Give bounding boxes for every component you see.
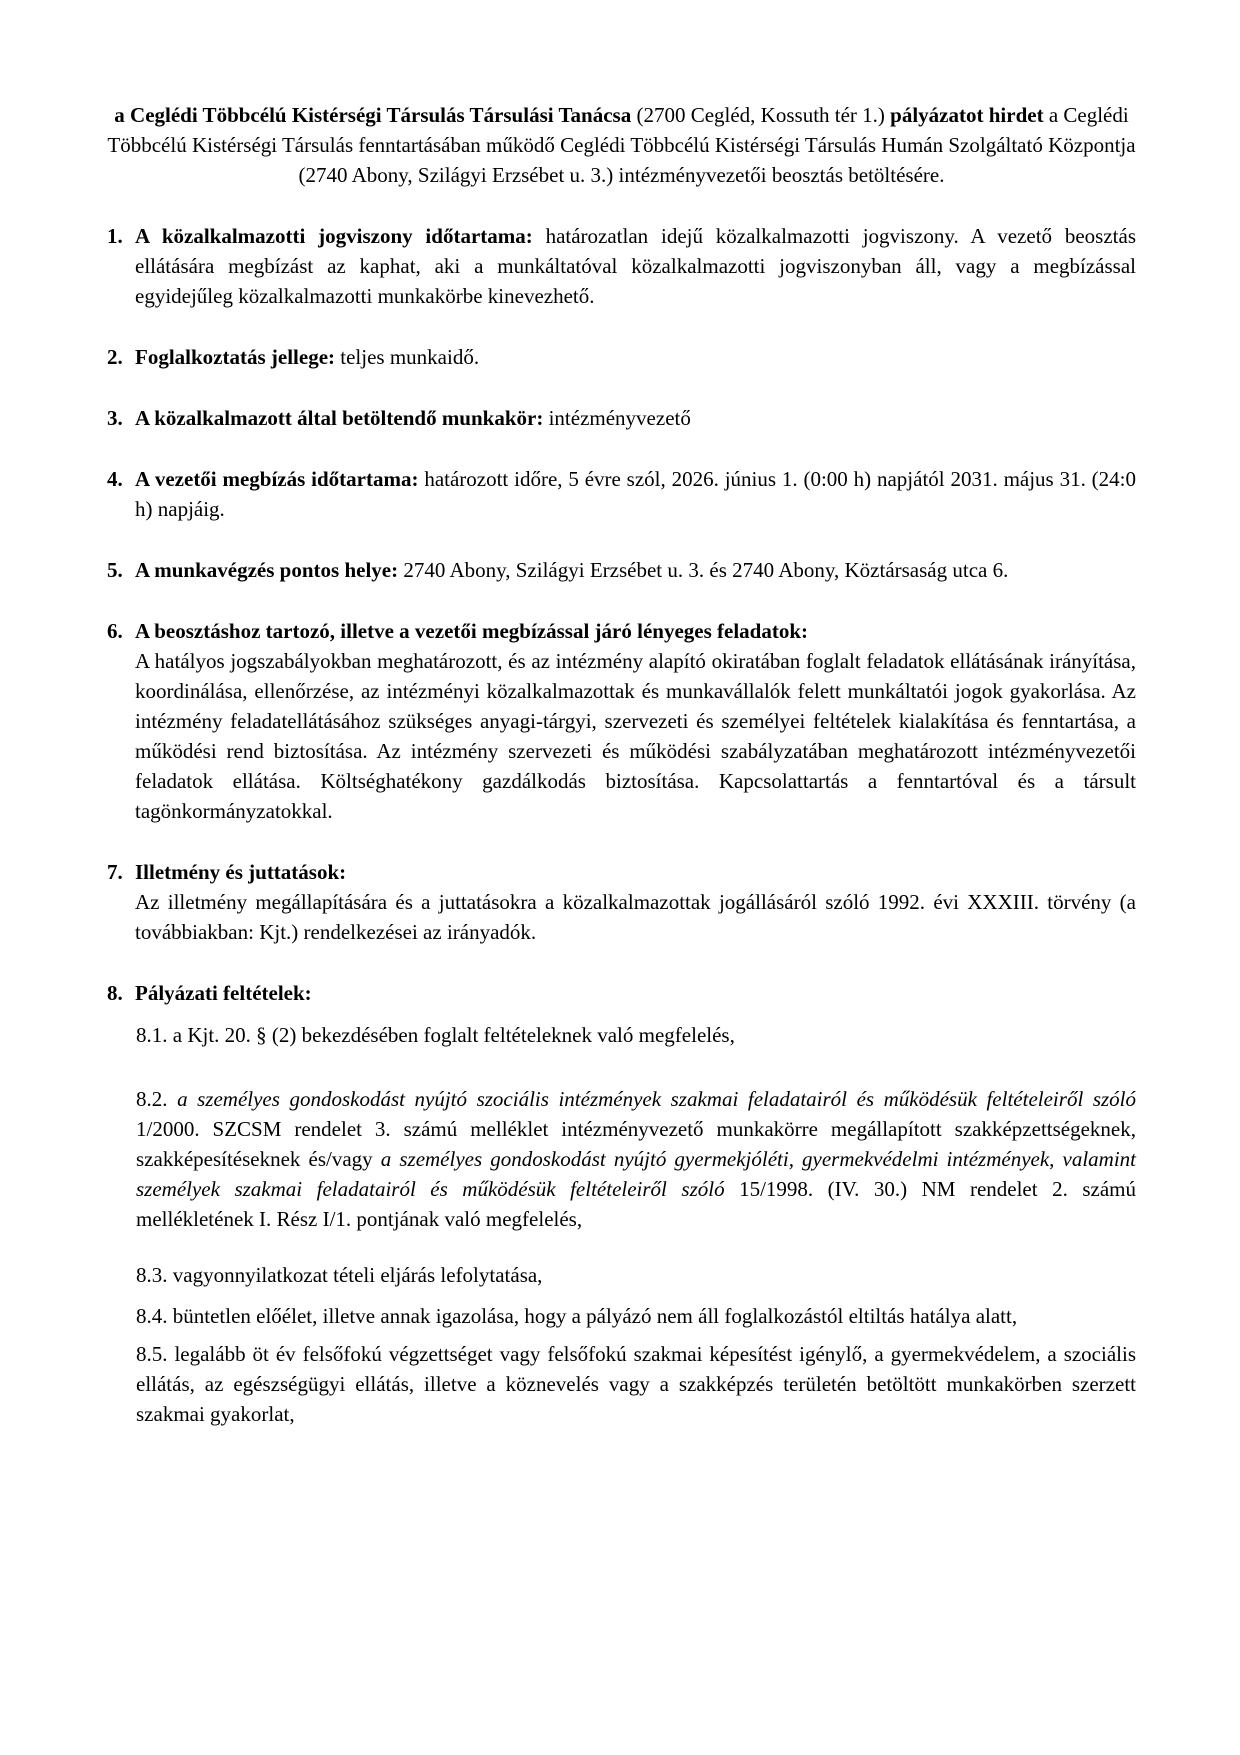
item-number-3: 3. (107, 406, 123, 430)
item-text-2 (135, 342, 1136, 372)
text-run: pályázatot hirdet (890, 103, 1044, 127)
text-run: A közalkalmazott által betöltendő munkakör: (135, 406, 544, 430)
item-text-5 (107, 555, 1136, 585)
text-run: határozatlan idejű közalkalmazotti jogviszony. A vezető beosztás ellátására megbízást az kaphat, aki a munkáltatóval közalkalmazotti jogviszonyban áll, vagy a megbízással egyidejűleg közalkalmazotti munkakörbe kinevezhető. (135, 224, 1136, 308)
text-run: a Ceglédi Többcélú Kistérségi Társulás fenntartásában működő Ceglédi Többcélú Kistérségi Társulás Humán Szolgáltató Központja (2740 Abony, Szilágyi Erzsébet u. 3.) intézményvezetői beosztás betöltésére. (107, 103, 1136, 187)
subitem-8-1 (136, 1020, 1136, 1050)
text-run: 1/2000. SZCSM rendelet 3. számú melléklet intézményvezető munkakörre megállapított szakképzettségeknek, szakképesítéseknek és/vagy (136, 1117, 1136, 1171)
item-number-8: 8. (107, 981, 123, 1005)
text-run: 8.5. legalább öt év felsőfokú végzettséget vagy felsőfokú szakmai képesítést igénylő, a gyermekvédelem, a szociális ellátás, az egészségügyi ellátás, illetve a köznevelés vagy a szakképzés területén betöltött munkakörben szerzett szakmai gyakorlat, (136, 1342, 1136, 1426)
item-heading-7 (135, 857, 1136, 887)
text-run: Foglalkoztatás jellege: (135, 345, 336, 369)
list-item-6 (107, 616, 1136, 826)
list-item-2 (107, 342, 1136, 372)
text-run: (2700 Cegléd, Kossuth tér 1.) (631, 103, 891, 127)
subitem-8-5 (136, 1339, 1136, 1429)
text-run: 8.1. a Kjt. 20. § (2) bekezdésében foglalt feltételeknek való megfelelés, (136, 1023, 735, 1047)
item-number-5: 5. (107, 558, 123, 582)
text-run: a Ceglédi Többcélú Kistérségi Társulás Társulási Tanácsa (114, 103, 632, 127)
item-heading-8 (135, 978, 1136, 1008)
item-body-6 (135, 646, 1136, 826)
list-item-7 (107, 857, 1136, 947)
text-run: 8.3. vagyonnyilatkozat tételi eljárás lefolytatása, (136, 1263, 543, 1287)
item-number-1: 1. (107, 224, 123, 248)
item-number-4: 4. (107, 467, 123, 491)
text-run: teljes munkaidő. (335, 345, 480, 369)
document-title (107, 100, 1136, 190)
text-run: Az illetmény megállapítására és a juttatásokra a közalkalmazottak jogállásáról szóló 1992. évi XXXIII. törvény (a továbbiakban: Kjt.) rendelkezései az irányadók. (135, 890, 1136, 944)
item-number-7: 7. (107, 860, 123, 884)
item-number-6: 6. (107, 619, 123, 643)
item-text-4 (135, 464, 1136, 524)
text-run: 8.4. büntetlen előélet, illetve annak igazolása, hogy a pályázó nem áll foglalkozástól eltiltás hatálya alatt, (136, 1304, 1018, 1328)
list-item-5 (107, 555, 1136, 585)
list-item-1 (107, 221, 1136, 311)
text-run: 2740 Abony, Szilágyi Erzsébet u. 3. és 2740 Abony, Köztársaság utca 6. (398, 558, 1009, 582)
subitem-8-4 (136, 1301, 1136, 1331)
text-run: határozott időre, 5 évre szól, 2026. június 1. (0:00 h) napjától 2031. május 31. (24:0 h) napjáig. (135, 467, 1136, 521)
text-run: a személyes gondoskodást nyújtó gyermekjóléti, gyermekvédelmi intézmények, valamint személyek szakmai feladatairól és működésük feltételeiről szóló (136, 1147, 1136, 1201)
item-text-3 (135, 403, 1136, 433)
text-run: A hatályos jogszabályokban meghatározott, és az intézmény alapító okiratában foglalt feladatok ellátásának irányítása, koordinálása, ellenőrzése, az intézményi közalkalmazottak és munkavállalók felett munkáltatói jogok gyakorlása. Az intézmény feladatellátásához szükséges anyagi-tárgyi, szervezeti és személyei feltételek kialakítása és fenntartása, a működési rend biztosítása. Az intézmény szervezeti és működési szabályzatában meghatározott intézményvezetői feladatok ellátása. Költséghatékony gazdálkodás biztosítása. Kapcsolattartás a fenntartóval és a társult tagönkormányzatokkal. (135, 649, 1136, 823)
text-run: a személyes gondoskodást nyújtó szociális intézmények szakmai feladatairól és működésük feltételeiről szóló (177, 1087, 1137, 1111)
list-item-8 (107, 978, 1136, 1008)
text-run: 8.2. (136, 1087, 178, 1111)
list-item-3 (107, 403, 1136, 433)
item-body-7 (135, 887, 1136, 947)
list-item-4 (107, 464, 1136, 524)
text-run: intézményvezető (543, 406, 691, 430)
subitem-8-3 (136, 1260, 1136, 1290)
text-run: A beosztáshoz tartozó, illetve a vezetői megbízással járó lényeges feladatok: (135, 619, 809, 643)
item-number-2: 2. (107, 345, 123, 369)
text-run: Illetmény és juttatások: (135, 860, 347, 884)
item-text-1 (135, 221, 1136, 311)
text-run: 15/1998. (IV. 30.) NM rendelet 2. számú mellékletének I. Rész I/1. pontjának való megfelelés, (136, 1177, 1136, 1231)
text-run: A munkavégzés pontos helye: (135, 558, 399, 582)
item-heading-6 (135, 616, 1136, 646)
text-run: A vezetői megbízás időtartama: (135, 467, 419, 491)
text-run: A közalkalmazotti jogviszony időtartama: (135, 224, 533, 248)
text-run: Pályázati feltételek: (135, 981, 312, 1005)
subitem-8-2 (136, 1084, 1136, 1234)
